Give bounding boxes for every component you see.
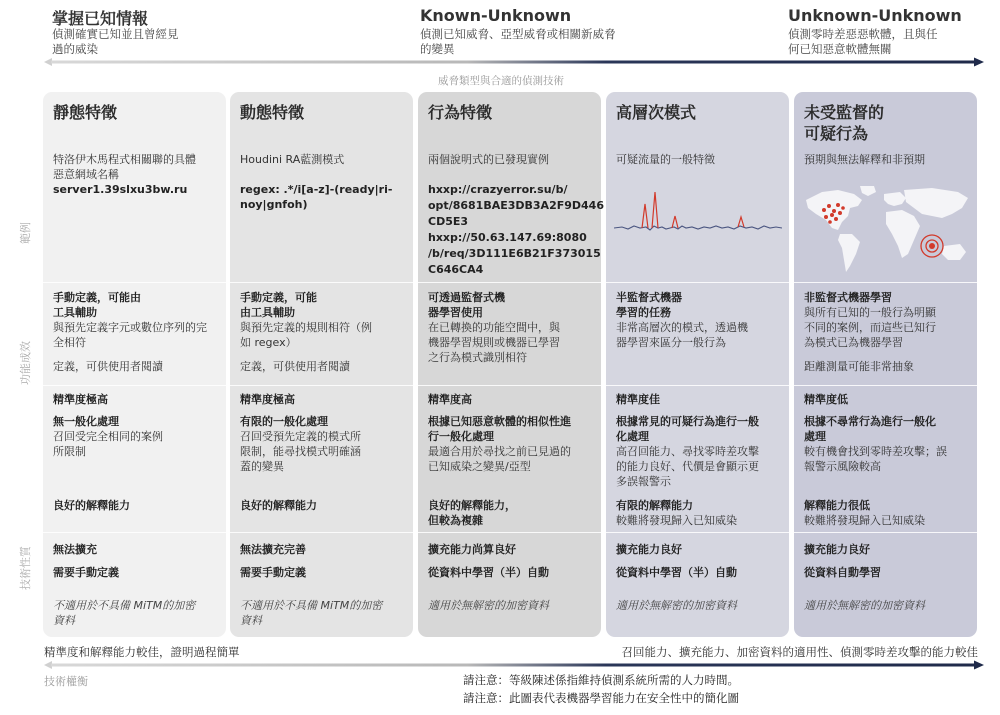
function-heading: 器學習使用 bbox=[428, 306, 483, 319]
encryption-text: 適用於無解密的加密資料 bbox=[804, 599, 925, 612]
example-url: C646CA4 bbox=[428, 263, 484, 276]
row-separator bbox=[606, 282, 789, 283]
generalization-text: 蓋的變異 bbox=[240, 460, 284, 473]
world-map-icon bbox=[802, 184, 970, 276]
interpretability-label: 但較為複雜 bbox=[428, 514, 483, 527]
example-text: 預期與無法解釋和非預期 bbox=[804, 153, 925, 166]
function-text: 與所有已知的一般行為明顯 bbox=[804, 306, 936, 319]
example-regex: regex: .*/i[a-z]-(ready|ri- bbox=[240, 183, 393, 196]
function-text: 如 regex） bbox=[240, 336, 297, 349]
function-text: 與預先定義的規則相符（例 bbox=[240, 321, 372, 334]
function-heading: 手動定義，可能由 bbox=[53, 291, 141, 304]
encryption-text: 資料 bbox=[53, 614, 75, 627]
unknown-unknown-title: Unknown-Unknown bbox=[788, 6, 962, 25]
generalization-text: 已知威染之變異/亞型 bbox=[428, 460, 531, 473]
example-text: 可疑流量的一般特徵 bbox=[616, 153, 715, 166]
interpretability-text: 較難將發現歸入已知威染 bbox=[804, 514, 925, 527]
function-heading: 學習的任務 bbox=[616, 306, 671, 319]
row-label-functions: 功能成效 bbox=[19, 341, 32, 385]
example-url: CD5E3 bbox=[428, 215, 469, 228]
generalization-heading: 有限的一般化處理 bbox=[240, 415, 328, 428]
learning-label: 從資料中學習（半）自動 bbox=[616, 566, 737, 579]
example-url: opt/8681BAE3DB3A2F9D446 bbox=[428, 199, 604, 212]
function-text: 為模式已為機器學習 bbox=[804, 336, 903, 349]
generalization-text: 較有機會找到零時差攻擊；誤 bbox=[804, 445, 947, 458]
generalization-heading: 化處理 bbox=[616, 430, 649, 443]
function-text: 非常高層次的模式，透過機 bbox=[616, 321, 748, 334]
column-title bbox=[804, 102, 884, 144]
generalization-heading: 根據常見的可疑行為進行一般 bbox=[616, 415, 759, 428]
encryption-text: 不適用於不具備 MiTM的加密 bbox=[53, 599, 196, 612]
function-text: 全相符 bbox=[53, 336, 86, 349]
function-heading: 工具輔助 bbox=[53, 306, 97, 319]
learning-label: 從資料中學習（半）自動 bbox=[428, 566, 549, 579]
function-text: 不同的案例，而這些已知行 bbox=[804, 321, 936, 334]
example-text: 惡意網域名稱 bbox=[53, 168, 119, 181]
example-domain: server1.39slxu3bw.ru bbox=[53, 183, 188, 196]
function-text: 距離測量可能非常抽象 bbox=[804, 360, 914, 373]
scalability-label: 無法擴充 bbox=[53, 543, 97, 556]
row-separator bbox=[606, 385, 789, 386]
traffic-line-chart-icon bbox=[614, 190, 782, 238]
function-heading: 半監督式機器 bbox=[616, 291, 682, 304]
function-text: 之行為模式識別相符 bbox=[428, 351, 527, 364]
known-unknown-title: Known-Unknown bbox=[420, 6, 572, 25]
scalability-label: 無法擴充完善 bbox=[240, 543, 306, 556]
tradeoff-right-text: 召回能力、擴充能力、加密資料的適用性、偵測零時差攻擊的能力較佳 bbox=[621, 645, 978, 659]
row-label-examples: 範例 bbox=[19, 222, 32, 244]
encryption-text: 資料 bbox=[240, 614, 262, 627]
encryption-text: 不適用於不具備 MiTM的加密 bbox=[240, 599, 383, 612]
row-separator bbox=[230, 532, 413, 533]
function-text: 定義，可供使用者閱讀 bbox=[240, 360, 350, 373]
column-title-line: 可疑行為 bbox=[804, 124, 869, 143]
learning-label: 需要手動定義 bbox=[53, 566, 119, 579]
column-title: 靜態特徵 bbox=[53, 103, 118, 122]
example-regex: noy|gnfoh) bbox=[240, 198, 308, 211]
scalability-label: 擴充能力尚算良好 bbox=[428, 543, 516, 556]
column-dynamic-signatures bbox=[230, 92, 413, 637]
example-url: /b/req/3D111E6B21F373015 bbox=[428, 247, 601, 260]
column-unsupervised-suspicious bbox=[794, 92, 977, 637]
accuracy-label: 精準度極高 bbox=[240, 393, 295, 406]
function-text: 器學習來區分一般行為 bbox=[616, 336, 726, 349]
row-separator bbox=[230, 385, 413, 386]
column-title: 高層次模式 bbox=[616, 103, 697, 122]
generalization-text: 所限制 bbox=[53, 445, 86, 458]
interpretability-label: 有限的解釋能力 bbox=[616, 499, 693, 512]
function-heading: 可透過監督式機 bbox=[428, 291, 505, 304]
column-title-line: 未受監督的 bbox=[804, 103, 885, 122]
known-desc-2: 過的威染 bbox=[52, 42, 98, 56]
generalization-text: 的能力良好、代價是會顯示更 bbox=[616, 460, 759, 473]
unknown-unknown-desc-2: 何已知惡意軟體無關 bbox=[788, 42, 892, 56]
generalization-heading: 根據不尋常行為進行一般化 bbox=[804, 415, 936, 428]
row-separator bbox=[794, 532, 977, 533]
example-text: 特洛伊木馬程式相關聯的具體 bbox=[53, 153, 196, 166]
row-separator bbox=[43, 385, 226, 386]
function-text: 機器學習規則或機器已學習 bbox=[428, 336, 560, 349]
generalization-heading: 根據已知惡意軟體的相似性進 bbox=[428, 415, 571, 428]
threat-axis-arrow bbox=[44, 56, 984, 68]
known-title: 掌握已知情報 bbox=[52, 9, 149, 28]
function-heading: 手動定義，可能 bbox=[240, 291, 317, 304]
tradeoff-label: 技術權衡 bbox=[44, 675, 88, 688]
accuracy-label: 精準度低 bbox=[804, 393, 848, 406]
column-behavioral-signatures bbox=[418, 92, 604, 637]
tradeoff-left-text: 精準度和解釋能力較佳，證明過程簡單 bbox=[44, 645, 240, 659]
column-static-signatures bbox=[43, 92, 226, 637]
row-separator bbox=[230, 282, 413, 283]
encryption-text: 適用於無解密的加密資料 bbox=[428, 599, 549, 612]
function-text: 與預先定義字元或數位序列的完 bbox=[53, 321, 207, 334]
function-heading: 由工具輔助 bbox=[240, 306, 295, 319]
generalization-text: 高召回能力、尋找零時差攻擊 bbox=[616, 445, 759, 458]
unknown-unknown-desc-1: 偵測零時差惡惡軟體，且與任 bbox=[788, 27, 938, 41]
row-separator bbox=[43, 282, 226, 283]
row-separator bbox=[606, 532, 789, 533]
interpretability-label: 良好的解釋能力 bbox=[240, 499, 317, 512]
generalization-heading: 處理 bbox=[804, 430, 826, 443]
function-text: 定義，可供使用者閱讀 bbox=[53, 360, 163, 373]
known-unknown-desc-1: 偵測已知威脅、亞型威脅或相關新威脅 bbox=[420, 27, 616, 41]
example-url: hxxp://50.63.147.69:8080 bbox=[428, 231, 587, 244]
learning-label: 需要手動定義 bbox=[240, 566, 306, 579]
row-label-features: 技術性質 bbox=[19, 546, 32, 590]
example-text: Houdini RA藍測模式 bbox=[240, 153, 345, 166]
threat-axis-label: 威脅類型與合適的偵測技術 bbox=[438, 75, 564, 87]
row-separator bbox=[418, 282, 601, 283]
generalization-text: 召回受預先定義的模式所 bbox=[240, 430, 361, 443]
generalization-text: 報警示風險較高 bbox=[804, 460, 881, 473]
example-url: hxxp://crazyerror.su/b/ bbox=[428, 183, 568, 196]
row-separator bbox=[794, 385, 977, 386]
known-desc-1: 偵測確實已知並且曾經見 bbox=[52, 27, 179, 41]
column-title: 動態特徵 bbox=[240, 103, 305, 122]
generalization-text: 限制，能尋找模式明確涵 bbox=[240, 445, 361, 458]
note-1: 請注意：等級陳述係指維持偵測系統所需的人力時間。 bbox=[463, 673, 739, 687]
interpretability-label: 良好的解釋能力 bbox=[53, 499, 130, 512]
encryption-text: 適用於無解密的加密資料 bbox=[616, 599, 737, 612]
generalization-text: 最適合用於尋找之前已見過的 bbox=[428, 445, 571, 458]
scalability-label: 擴充能力良好 bbox=[804, 543, 870, 556]
generalization-heading: 無一般化處理 bbox=[53, 415, 119, 428]
column-high-level-patterns bbox=[606, 92, 789, 637]
learning-label: 從資料自動學習 bbox=[804, 566, 881, 579]
column-title: 行為特徵 bbox=[428, 103, 493, 122]
row-separator bbox=[418, 532, 601, 533]
generalization-heading: 行一般化處理 bbox=[428, 430, 494, 443]
interpretability-text: 較難將發現歸入已知威染 bbox=[616, 514, 737, 527]
interpretability-label: 解釋能力很低 bbox=[804, 499, 870, 512]
note-2: 請注意：此圖表代表機器學習能力在安全性中的簡化圖 bbox=[463, 691, 739, 705]
scalability-label: 擴充能力良好 bbox=[616, 543, 682, 556]
interpretability-label: 良好的解釋能力， bbox=[428, 499, 516, 512]
row-separator bbox=[418, 385, 601, 386]
accuracy-label: 精準度高 bbox=[428, 393, 472, 406]
known-unknown-desc-2: 的變異 bbox=[420, 42, 455, 56]
accuracy-label: 精準度極高 bbox=[53, 393, 108, 406]
function-text: 在已轉換的功能空間中，與 bbox=[428, 321, 560, 334]
tradeoff-axis-arrow bbox=[44, 659, 984, 671]
generalization-text: 召回受完全相同的案例 bbox=[53, 430, 163, 443]
generalization-text: 多誤報警示 bbox=[616, 475, 671, 488]
row-separator bbox=[43, 532, 226, 533]
accuracy-label: 精準度佳 bbox=[616, 393, 660, 406]
function-heading: 非監督式機器學習 bbox=[804, 291, 892, 304]
example-text: 兩個說明式的已發現實例 bbox=[428, 153, 549, 166]
row-separator bbox=[794, 282, 977, 283]
